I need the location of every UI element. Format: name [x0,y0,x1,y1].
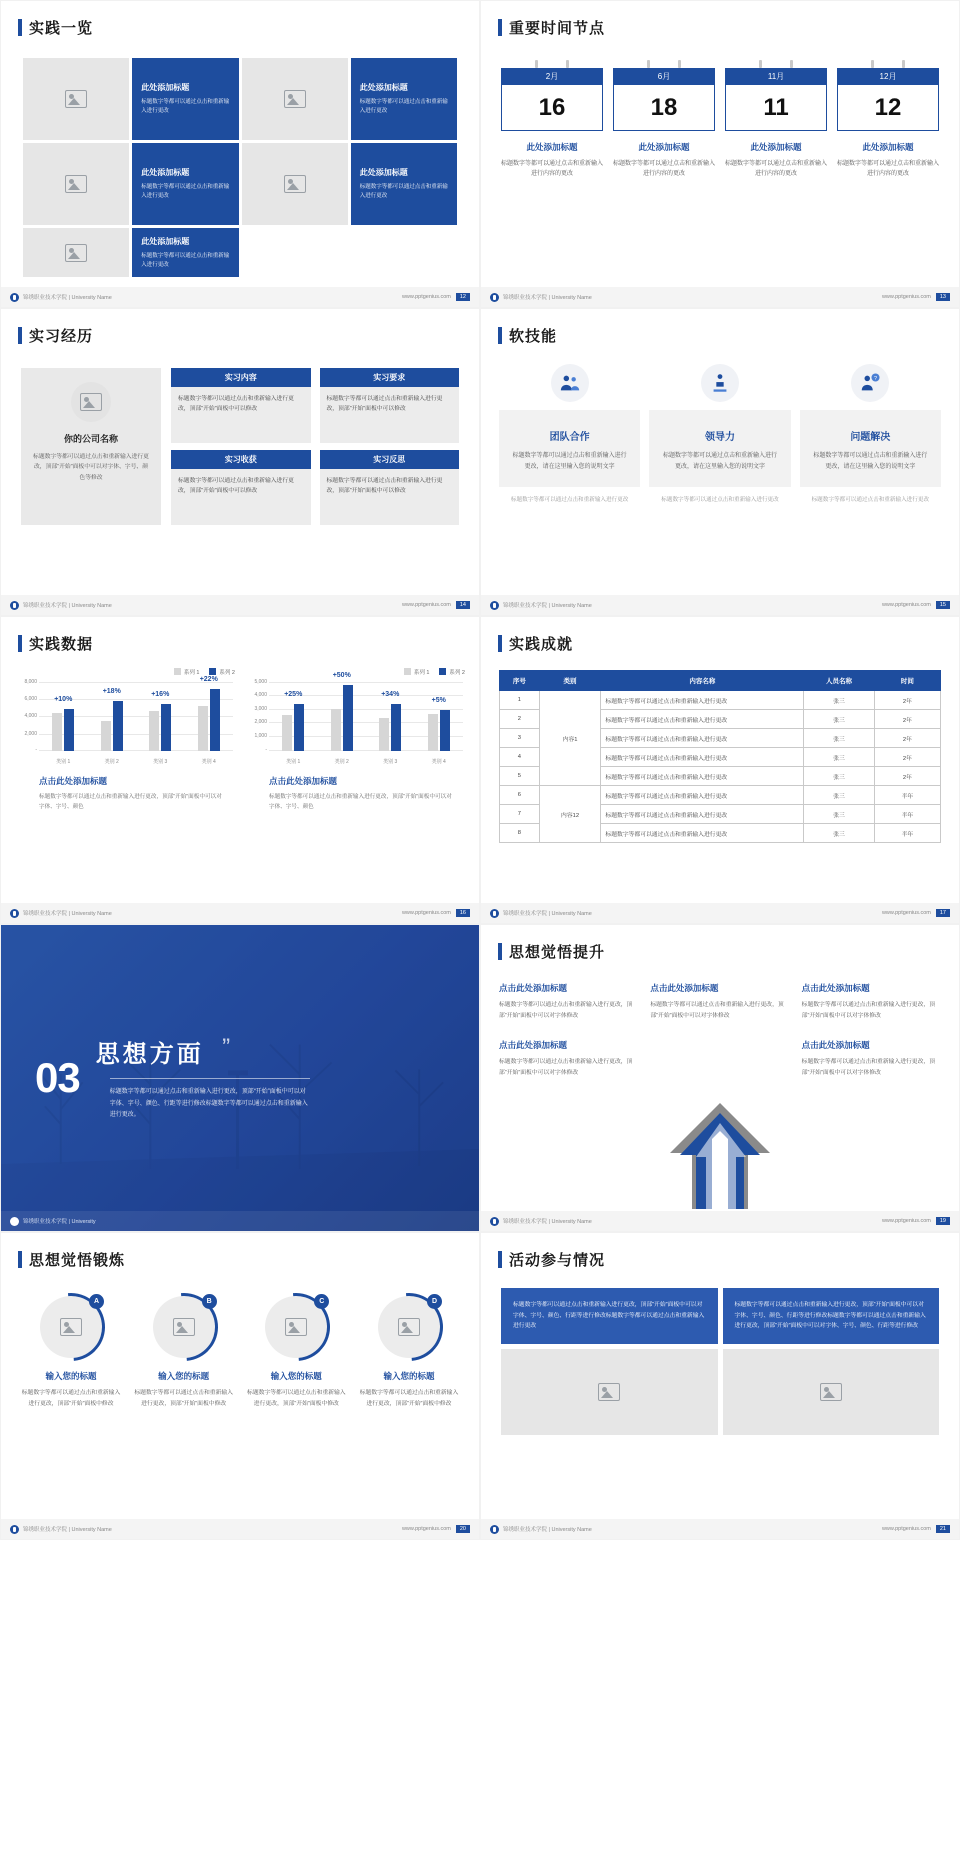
y-axis: 8,000 6,000 4,000 2,000 - [24,678,37,753]
divider [110,1078,310,1079]
soft-skill-box [499,410,640,487]
page-title: 重要时间节点 [498,17,959,38]
slide-activity-participation [480,1232,960,1540]
slide-achievements [480,616,960,924]
school-logo-icon [490,909,499,918]
calendar-item[interactable] [725,60,827,179]
card-body: 标题数字等都可以通过点击和重新输入进行更改，顶部“开始”面板中可以修改 [171,469,311,525]
soft-skill-sub: 标题数字等都可以通过点击和重新输入进行更改 [811,497,930,504]
x-axis: 类别 1 类别 2 类别 3 类别 4 [286,759,446,765]
soft-skill-sub: 标题数字等都可以通过点击和重新输入进行更改 [510,497,629,504]
calendar-text: 标题数字等都可以通过点击和重新输入进行内容的更改 [725,161,828,178]
soft-skill-item[interactable] [499,364,640,505]
calendar-month: 2月 [501,68,603,85]
activity-text-box[interactable]: 标题数字等都可以通过点击和重新输入进行更改，顶部“开始”面板中可以对字体、字号、颜色、行距等进行修改标题数字等都可以通过点击和重新输入进行更改，顶部“开始”面板中可以对字体、字号、颜色、行距等进行修改 [723,1288,940,1344]
slide-ideology-improve [480,924,960,1232]
calendar-text: 标题数字等都可以通过点击和重新输入进行内容的更改 [501,161,604,178]
calendar-month: 12月 [837,68,939,85]
badge-letter: A [89,1294,104,1309]
slide-footer [1,903,479,923]
chart-plot-area: 8,000 6,000 4,000 2,000 - +10% +18% +16% +22% 类别 1 类别 2 类别 3 类别 4 [15,679,235,765]
footer-site: www.pptgenius.com [881,1526,931,1532]
image-placeholder[interactable] [242,58,348,140]
calendar-text: 标题数字等都可以通过点击和重新输入进行内容的更改 [613,161,716,178]
table-row[interactable]: 7 标题数字等都可以通过点击和重新输入进行更改 张三 半年 [500,805,941,824]
training-item[interactable]: D 输入您的标题 标题数字等都可以通过点击和重新输入进行更改，顶部“开始”面板中修改 [359,1296,459,1409]
soft-skill-item[interactable] [800,364,941,505]
footer-org: 锦绣职业技术学院 | University Name [10,909,112,918]
image-placeholder[interactable] [242,143,348,225]
school-logo-icon [490,601,499,610]
calendar-day: 12 [837,85,939,131]
slide-internship [0,308,480,616]
soft-skill-text: 标题数字等都可以通过点击和重新输入进行更改，请在这里输入您的说明文字 [662,453,777,471]
practice-card[interactable]: 此处添加标题 标题数字等都可以通过点击和重新输入进行更改 [351,143,457,225]
ideology-item[interactable]: 点击此处添加标题 标题数字等都可以通过点击和重新输入进行更改，顶部“开始”面板中可以对字体修改 [499,983,633,1019]
footer-site: www.pptgenius.com [401,910,451,916]
footer-org: 锦绣职业技术学院 | University [10,1217,96,1226]
title-accent-bar [18,19,22,36]
image-placeholder[interactable] [723,1349,940,1435]
bar-chart-left [15,668,235,812]
image-icon [284,175,306,193]
footer-org: 锦绣职业技术学院 | University Name [490,909,592,918]
slide-footer [481,903,959,923]
footer-org: 锦绣职业技术学院 | University Name [490,293,592,302]
card-body: 标题数字等都可以通过点击和重新输入进行更改，顶部“开始”面板中可以修改 [320,469,460,525]
calendar-rings [613,60,715,68]
activity-text-box[interactable]: 标题数字等都可以通过点击和重新输入进行更改，顶部“开始”面板中可以对字体、字号、颜色、行距等进行修改标题数字等都可以通过点击和重新输入进行更改 [501,1288,718,1344]
footer-site: www.pptgenius.com [401,1526,451,1532]
calendar-rings [837,60,939,68]
practice-card[interactable]: 此处添加标题 标题数字等都可以通过点击和重新输入进行更改 [132,58,238,140]
slide-footer [1,287,479,307]
slide-practice-overview [0,0,480,308]
table-row[interactable]: 4 标题数字等都可以通过点击和重新输入进行更改 张三 2年 [500,748,941,767]
calendar-row [501,60,939,179]
internship-card[interactable] [171,450,311,525]
school-logo-icon [10,601,19,610]
badge-letter: B [202,1294,217,1309]
soft-skill-head: 团队合作 [549,432,590,443]
section-number: 03 [35,1054,80,1101]
soft-skill-text: 标题数字等都可以通过点击和重新输入进行更改，请在这里输入您的说明文字 [813,453,928,471]
calendar-caption: 此处添加标题 [526,142,578,152]
image-placeholder[interactable] [23,143,129,225]
image-icon [398,1318,420,1336]
calendar-caption: 此处添加标题 [862,142,914,152]
ideology-items [499,982,941,1079]
page-number: 21 [936,1525,950,1533]
title-accent-bar [498,1251,502,1268]
page-title: 思想觉悟提升 [498,941,959,962]
badge-letter: C [314,1294,329,1309]
school-logo-icon [490,1217,499,1226]
arrow-graphic [620,1099,820,1209]
practice-grid [23,58,457,277]
school-logo-icon [10,909,19,918]
training-item[interactable]: C 输入您的标题 标题数字等都可以通过点击和重新输入进行更改，顶部“开始”面板中修改 [246,1296,346,1409]
title-accent-bar [498,943,502,960]
slide-footer [1,595,479,615]
image-placeholder[interactable] [40,1296,102,1358]
page-number: 20 [456,1525,470,1533]
page-number: 13 [936,293,950,301]
footer-org: 锦绣职业技术学院 | University Name [10,601,112,610]
page-title: 实习经历 [18,325,479,346]
badge-letter: D [427,1294,442,1309]
footer-org: 锦绣职业技术学院 | University Name [490,1525,592,1534]
footer-org: 锦绣职业技术学院 | University Name [10,293,112,302]
soft-skill-text: 标题数字等都可以通过点击和重新输入进行更改，请在这里输入您的说明文字 [512,453,627,471]
image-placeholder[interactable] [501,1349,718,1435]
chart-title: 点击此处添加标题 [269,776,338,786]
page-number: 12 [456,293,470,301]
calendar-caption: 此处添加标题 [638,142,690,152]
image-icon [60,1318,82,1336]
chart-legend: 系列 1 系列 2 [15,668,235,676]
soft-skill-box [800,410,941,487]
training-row [21,1296,459,1409]
achievements-table [499,670,941,843]
image-placeholder[interactable] [153,1296,215,1358]
quote-icon: ” [222,1034,231,1062]
ideology-item[interactable]: 点击此处添加标题 标题数字等都可以通过点击和重新输入进行更改，顶部“开始”面板中可以对字体修改 [801,1040,935,1077]
slide-ideology-training [0,1232,480,1540]
internship-layout [21,368,459,525]
school-logo-icon [10,1217,19,1226]
category-cell: 内容12 [539,786,601,843]
footer-org: 锦绣职业技术学院 | University Name [10,1525,112,1534]
image-icon [820,1383,842,1401]
calendar-rings [725,60,827,68]
page-number: 16 [456,909,470,917]
card-head: 实习内容 [171,368,311,387]
calendar-day: 11 [725,85,827,131]
slide-footer [481,287,959,307]
page-title: 软技能 [498,325,959,346]
image-placeholder[interactable] [265,1296,327,1358]
image-icon [173,1318,195,1336]
image-icon [284,90,306,108]
category-cell: 内容1 [539,691,601,786]
title-accent-bar [498,635,502,652]
image-icon [65,244,87,262]
footer-site: www.pptgenius.com [881,910,931,916]
practice-card[interactable]: 此处添加标题 标题数字等都可以通过点击和重新输入进行更改 [132,143,238,225]
table-row[interactable]: 2 标题数字等都可以通过点击和重新输入进行更改 张三 2年 [500,710,941,729]
soft-skill-item[interactable] [649,364,790,505]
calendar-month: 11月 [725,68,827,85]
calendar-item[interactable] [613,60,715,179]
table-row[interactable]: 3 标题数字等都可以通过点击和重新输入进行更改 张三 2年 [500,729,941,748]
image-icon [65,90,87,108]
ideology-item[interactable]: 点击此处添加标题 标题数字等都可以通过点击和重新输入进行更改，顶部“开始”面板中可以对字体修改 [650,983,784,1019]
page-number: 17 [936,909,950,917]
page-number: 19 [936,1217,950,1225]
ideology-item[interactable]: 点击此处添加标题 标题数字等都可以通过点击和重新输入进行更改，顶部“开始”面板中可以对字体修改 [499,1040,633,1077]
card-head: 实习收获 [171,450,311,469]
slide-key-dates [480,0,960,308]
page-title: 思想觉悟锻炼 [18,1249,479,1270]
page-title: 实践数据 [18,633,479,654]
footer-org: 锦绣职业技术学院 | University Name [490,601,592,610]
ideology-item[interactable]: 点击此处添加标题 标题数字等都可以通过点击和重新输入进行更改，顶部“开始”面板中可以对字体修改 [801,983,935,1019]
calendar-day: 18 [613,85,715,131]
slide-section-cover [0,924,480,1232]
practice-card[interactable]: 此处添加标题 标题数字等都可以通过点击和重新输入进行更改 [351,58,457,140]
soft-skill-head: 领导力 [704,432,735,443]
soft-skill-box [649,410,790,487]
image-icon [285,1318,307,1336]
slide-footer [481,1211,959,1231]
soft-skill-row [499,364,941,505]
x-axis: 类别 1 类别 2 类别 3 类别 4 [56,759,216,765]
internship-card[interactable] [320,450,460,525]
image-placeholder[interactable] [23,228,129,277]
chart-caption: 标题数字等都可以通过点击和重新输入进行更改，顶部“开始”面板中可以对字体、字号、颜色 [269,794,452,811]
internship-cards [171,368,459,525]
footer-site: www.pptgenius.com [401,294,451,300]
chart-legend: 系列 1 系列 2 [245,668,465,676]
school-logo-icon [10,293,19,302]
section-heading: 思想方面 [95,1041,204,1069]
company-card[interactable] [21,368,161,525]
practice-card[interactable]: 此处添加标题 标题数字等都可以通过点击和重新输入进行更改 [132,228,238,277]
school-logo-icon [490,293,499,302]
slide-footer [1,1211,479,1231]
image-icon [65,175,87,193]
image-icon [80,393,102,411]
slide-footer [481,1519,959,1539]
slide-soft-skills [480,308,960,616]
svg-text:?: ? [874,375,878,382]
school-logo-icon [490,1525,499,1534]
soft-skill-sub: 标题数字等都可以通过点击和重新输入进行更改 [661,497,779,504]
activity-image-row [501,1349,939,1435]
title-accent-bar [18,1251,22,1268]
slide-footer [481,595,959,615]
footer-site: www.pptgenius.com [881,602,931,608]
school-logo-icon [10,1525,19,1534]
page-title: 实践成就 [498,633,959,654]
question-icon [851,364,889,402]
bar-chart-right [245,668,465,812]
company-logo-placeholder[interactable] [71,382,111,422]
internship-card[interactable] [320,368,460,443]
activity-text-row [501,1288,939,1344]
table-row[interactable]: 8 标题数字等都可以通过点击和重新输入进行更改 张三 半年 [500,824,941,843]
internship-card[interactable] [171,368,311,443]
title-accent-bar [18,635,22,652]
training-item[interactable]: B 输入您的标题 标题数字等都可以通过点击和重新输入进行更改，顶部“开始”面板中修改 [134,1296,234,1409]
page-title: 实践一览 [18,17,479,38]
table-row[interactable]: 1 内容1 标题数字等都可以通过点击和重新输入进行更改 张三 2年 [500,691,941,710]
calendar-caption: 此处添加标题 [750,142,802,152]
image-icon [598,1383,620,1401]
company-description: 标题数字等都可以通过点击和重新输入进行更改，顶部“开始”面板中可以对字体、字号、颜色等修改 [33,454,149,481]
page-number: 15 [936,601,950,609]
slide-practice-data [0,616,480,924]
chart-title: 点击此处添加标题 [39,776,108,786]
title-accent-bar [498,19,502,36]
footer-site: www.pptgenius.com [881,294,931,300]
chart-caption: 标题数字等都可以通过点击和重新输入进行更改，顶部“开始”面板中可以对字体、字号、颜色 [39,794,222,811]
training-item[interactable]: A 输入您的标题 标题数字等都可以通过点击和重新输入进行更改，顶部“开始”面板中修改 [21,1296,121,1409]
table-header-row: 序号 类别 内容名称 人员名称 时间 [500,671,941,691]
title-accent-bar [498,327,502,344]
title-accent-bar [18,327,22,344]
section-paragraph: 标题数字等都可以通过点击和重新输入进行更改，顶部“开始”面板中可以对字体、字号、颜色、行距等进行修改标题数字等都可以通过点击和重新输入进行更改。 [109,1089,308,1119]
table-row[interactable]: 6 内容12 标题数字等都可以通过点击和重新输入进行更改 张三 半年 [500,786,941,805]
footer-org: 锦绣职业技术学院 | University Name [490,1217,592,1226]
soft-skill-head: 问题解决 [850,432,891,443]
page-title: 活动参与情况 [498,1249,959,1270]
calendar-month: 6月 [613,68,715,85]
charts-row [15,668,465,812]
company-name: 你的公司名称 [63,434,118,444]
chart-plot-area: 5,000 4,000 3,000 2,000 1,000 - +25% +50% +34% +5% 类别 1 类别 2 类别 3 类别 4 [245,679,465,765]
y-axis: 5,000 4,000 3,000 2,000 1,000 - [254,678,267,753]
calendar-day: 16 [501,85,603,131]
slide-footer [1,1519,479,1539]
cover-content [1,925,479,1231]
image-placeholder[interactable] [23,58,129,140]
card-head: 实习要求 [320,368,460,387]
table-row[interactable]: 5 标题数字等都可以通过点击和重新输入进行更改 张三 2年 [500,767,941,786]
card-head: 实习反思 [320,450,460,469]
calendar-item[interactable] [501,60,603,179]
calendar-text: 标题数字等都可以通过点击和重新输入进行内容的更改 [837,161,940,178]
image-placeholder[interactable] [378,1296,440,1358]
calendar-rings [501,60,603,68]
footer-site: www.pptgenius.com [881,1218,931,1224]
calendar-item[interactable] [837,60,939,179]
footer-site: www.pptgenius.com [401,602,451,608]
card-body: 标题数字等都可以通过点击和重新输入进行更改，顶部“开始”面板中可以修改 [320,387,460,443]
team-icon [551,364,589,402]
card-body: 标题数字等都可以通过点击和重新输入进行更改，顶部“开始”面板中可以修改 [171,387,311,443]
leader-icon [701,364,739,402]
page-number: 14 [456,601,470,609]
